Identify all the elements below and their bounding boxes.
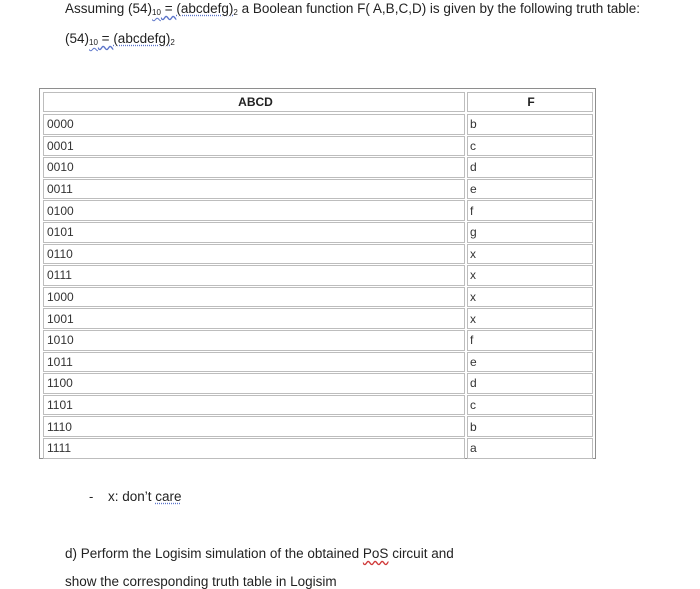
- cell-f: a: [467, 438, 593, 459]
- eq-equals: =: [97, 31, 114, 46]
- note-text: x: don’t: [108, 489, 156, 504]
- note-line: [108, 489, 182, 504]
- cell-abcd: 1010: [43, 330, 465, 351]
- intro-prefix: Assuming (54): [65, 1, 153, 16]
- table-row: [40, 416, 595, 438]
- table-row: [40, 136, 595, 158]
- cell-f: b: [467, 114, 593, 135]
- cell-abcd: 0111: [43, 265, 465, 286]
- table-row: [40, 179, 595, 201]
- task-line-1-prefix: d) Perform the Logisim simulation of the obtained: [65, 546, 363, 561]
- table-row: [40, 287, 595, 309]
- cell-f: d: [467, 373, 593, 394]
- table-row: [40, 114, 595, 136]
- table-row: [40, 222, 595, 244]
- equation-line: [65, 31, 175, 47]
- cell-f: f: [467, 330, 593, 351]
- cell-f: f: [467, 200, 593, 221]
- cell-abcd: 0000: [43, 114, 465, 135]
- cell-f: x: [467, 287, 593, 308]
- eq-expression: (abcdefg): [113, 31, 171, 46]
- table-row: [40, 157, 595, 179]
- cell-abcd: 0101: [43, 222, 465, 243]
- task-line-2: show the corresponding truth table in Logisim: [65, 574, 337, 589]
- cell-abcd: 1001: [43, 308, 465, 329]
- note-word-care: care: [155, 489, 182, 504]
- cell-f: e: [467, 352, 593, 373]
- cell-abcd: 1100: [43, 373, 465, 394]
- cell-abcd: 0100: [43, 200, 465, 221]
- cell-f: b: [467, 416, 593, 437]
- cell-abcd: 0001: [43, 136, 465, 157]
- table-row: [40, 438, 595, 460]
- cell-f: x: [467, 244, 593, 265]
- intro-prefix-subscript: 10: [152, 8, 161, 17]
- table-row: [40, 265, 595, 287]
- truth-table: [39, 88, 596, 459]
- header-f-label: F: [527, 95, 535, 109]
- header-f: [467, 92, 593, 112]
- header-abcd-label: ABCD: [238, 95, 273, 109]
- table-row: [40, 395, 595, 417]
- cell-abcd: 1011: [43, 352, 465, 373]
- task-line-1-suffix: circuit and: [388, 546, 454, 561]
- table-row: [40, 352, 595, 374]
- cell-abcd: 1110: [43, 416, 465, 437]
- table-row: [40, 373, 595, 395]
- table-row: [40, 330, 595, 352]
- cell-f: c: [467, 136, 593, 157]
- cell-f: x: [467, 308, 593, 329]
- intro-equals: =: [160, 1, 177, 16]
- cell-abcd: 0010: [43, 157, 465, 178]
- cell-f: c: [467, 395, 593, 416]
- cell-abcd: 1101: [43, 395, 465, 416]
- eq-expression-subscript: 2: [170, 38, 175, 47]
- cell-f: g: [467, 222, 593, 243]
- cell-f: d: [467, 157, 593, 178]
- cell-abcd: 1111: [43, 438, 465, 459]
- intro-line: [65, 1, 640, 17]
- task-line-1: [65, 546, 454, 561]
- table-row: [40, 200, 595, 222]
- eq-prefix-subscript: 10: [89, 38, 98, 47]
- note-bullet: -: [89, 489, 94, 504]
- table-header-row: [40, 92, 595, 114]
- header-abcd: [43, 92, 465, 112]
- cell-f: e: [467, 179, 593, 200]
- intro-expression-subscript: 2: [233, 8, 238, 17]
- intro-expression: (abcdefg): [176, 1, 234, 16]
- table-row: [40, 244, 595, 266]
- cell-f: x: [467, 265, 593, 286]
- cell-abcd: 0011: [43, 179, 465, 200]
- cell-abcd: 0110: [43, 244, 465, 265]
- table-row: [40, 308, 595, 330]
- eq-prefix: (54): [65, 31, 90, 46]
- intro-suffix: a Boolean function F( A,B,C,D) is given by the following truth table:: [237, 1, 641, 16]
- task-word-pos: PoS: [362, 546, 389, 561]
- cell-abcd: 1000: [43, 287, 465, 308]
